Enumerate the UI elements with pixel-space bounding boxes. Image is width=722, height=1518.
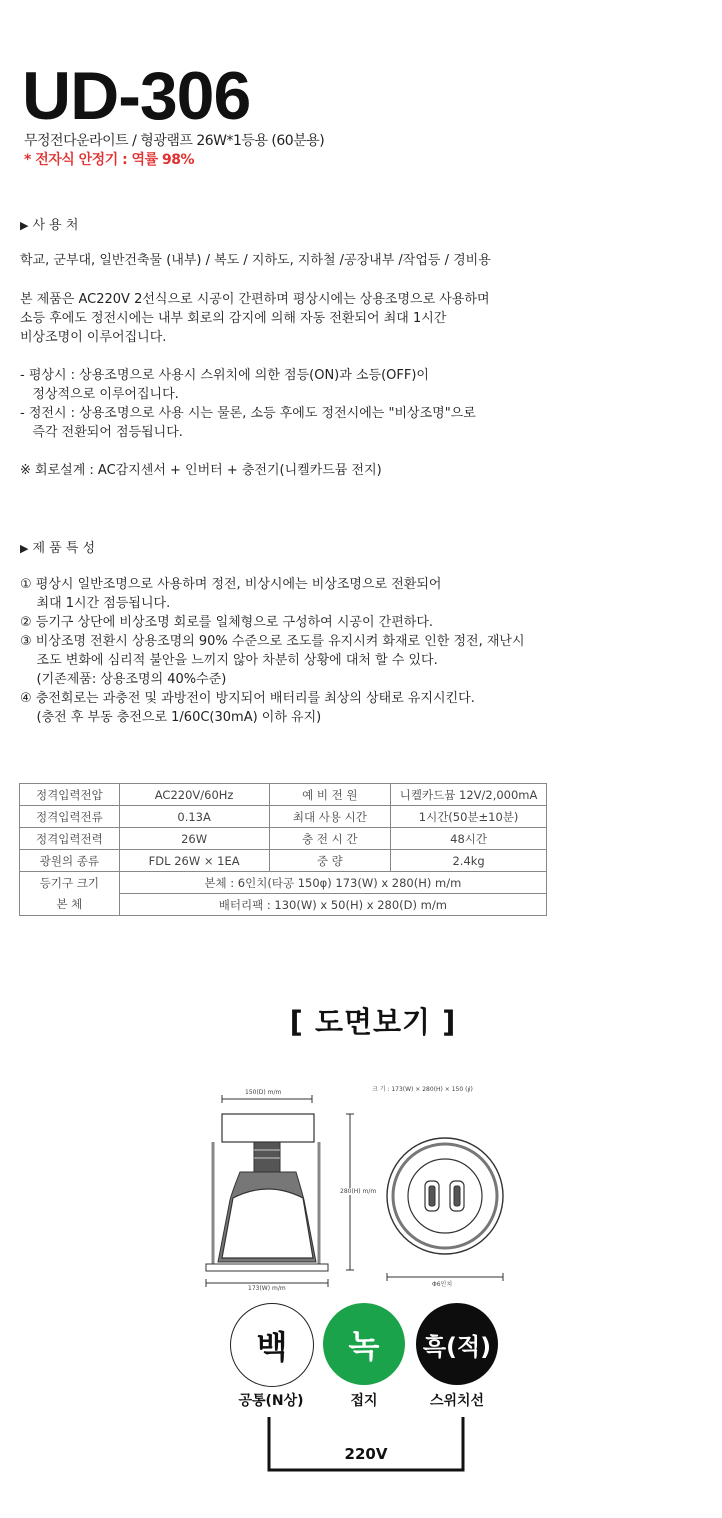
triangle-right-icon: ▶ [20,542,29,555]
dim-bottom-label: 173(W) m/m [248,1285,286,1292]
battery-housing [222,1114,314,1142]
spec-label: 등기구 크기 [20,872,120,894]
black-wire-circle: 흑(적) [416,1303,498,1385]
size-note: 크 기 : 173(W) × 280(H) × 150 (∮) [372,1086,473,1093]
spec-label: 예 비 전 원 [269,784,391,806]
drawing-title: [ 도면보기 ] [289,1005,457,1039]
trim-ring [206,1264,328,1271]
product-subtitle: 무정전다운라이트 / 형광램프 26W*1등용 (60분용) [24,133,325,149]
dim-circle-label: Φ6인치 [432,1281,453,1288]
spec-label: 최대 사용 시간 [269,806,391,828]
green-wire-label: 접지 [350,1393,378,1409]
model-name: UD-306 [22,58,251,134]
green-wire-circle: 녹 [323,1303,405,1385]
usage-mode-2: 정상적으로 이루어집니다. [20,387,179,402]
top-view-outer [387,1138,503,1254]
usage-mode-3: - 정전시 : 상용조명으로 사용 시는 물론, 소등 후에도 정전시에는 "비상조명"으로 [20,406,476,421]
usage-desc-2: 소등 후에도 정전시에는 내부 회로의 감지에 의해 자동 전환되어 최대 1시간 [20,311,447,326]
top-view-inner [408,1159,482,1233]
feature-line: 최대 1시간 점등됩니다. [20,596,171,611]
feature-line: ④ 충전회로는 과충전 및 과방전이 방지되어 배터리를 최상의 상태로 유지시킨다. [20,691,475,706]
usage-title-text: 사 용 처 [32,218,79,233]
dim-height-label: 280(H) m/m [340,1188,377,1195]
feature-line: 조도 변화에 심리적 불안을 느끼지 않아 차분히 상황에 대처 할 수 있다. [20,653,438,668]
black-wire-label: 스위치선 [429,1393,485,1409]
usage-mode-1: - 평상시 : 상용조명으로 사용시 스위치에 의한 점등(ON)과 소등(OFF)이 [20,368,429,383]
voltage-label: 220V [344,1445,388,1463]
dim-top-label: 150(D) m/m [245,1089,282,1096]
feature-line: ① 평상시 일반조명으로 사용하며 정전, 비상시에는 비상조명으로 전환되어 [20,577,442,592]
spec-value: 본체 : 6인치(타공 150φ) 173(W) x 280(H) m/m [119,872,546,894]
spec-label: 충 전 시 간 [269,828,391,850]
usage-places: 학교, 군부대, 일반건축물 (내부) / 복도 / 지하도, 지하철 /공장내부 /작업등 / 경비용 [20,253,491,268]
spec-value: 26W [119,828,269,850]
usage-desc-3: 비상조명이 이루어집니다. [20,330,167,345]
feature-line: ② 등기구 상단에 비상조명 회로를 일체형으로 구성하여 시공이 간편하다. [20,615,434,630]
white-wire-label: 공통(N상) [238,1393,304,1409]
spec-label: 본 체 [20,894,120,916]
feature-line: (충전 후 부동 충전으로 1/60C(30mA) 이하 유지) [20,710,322,725]
usage-mode-4: 즉각 전환되어 점등됩니다. [20,425,183,440]
spec-value: FDL 26W × 1EA [119,850,269,872]
triangle-right-icon: ▶ [20,219,29,232]
spec-label: 정격입력전압 [20,784,120,806]
usage-desc-1: 본 제품은 AC220V 2선식으로 시공이 간편하며 평상시에는 상용조명으로 사용하며 [20,292,490,307]
spec-label: 중 량 [269,850,391,872]
white-wire-circle: 백 [230,1303,314,1387]
feature-line: (기존제품: 상용조명의 40%수준) [20,672,227,687]
spec-label: 광원의 종류 [20,850,120,872]
features-title-text: 제 품 특 성 [32,541,96,556]
spec-value: 배터리팩 : 130(W) x 50(H) x 280(D) m/m [119,894,546,916]
spec-value: 2.4kg [391,850,547,872]
spec-value: AC220V/60Hz [119,784,269,806]
spec-label: 정격입력전류 [20,806,120,828]
spec-value: 1시간(50분±10분) [391,806,547,828]
feature-line: ③ 비상조명 전환시 상용조명의 90% 수준으로 조도를 유지시켜 화재로 인한 정전, 재난시 [20,634,525,649]
circuit-note: ※ 회로설계 : AC감지센서 + 인버터 + 충전기(니켈카드뮴 전지) [20,463,382,478]
spec-value: 니켈카드뮴 12V/2,000mA [391,784,547,806]
spec-value: 0.13A [119,806,269,828]
spec-label: 정격입력전력 [20,828,120,850]
lamp-socket [254,1142,280,1172]
spec-value: 48시간 [391,828,547,850]
ballast-note: * 전자식 안정기 : 역률 98% [24,152,194,168]
